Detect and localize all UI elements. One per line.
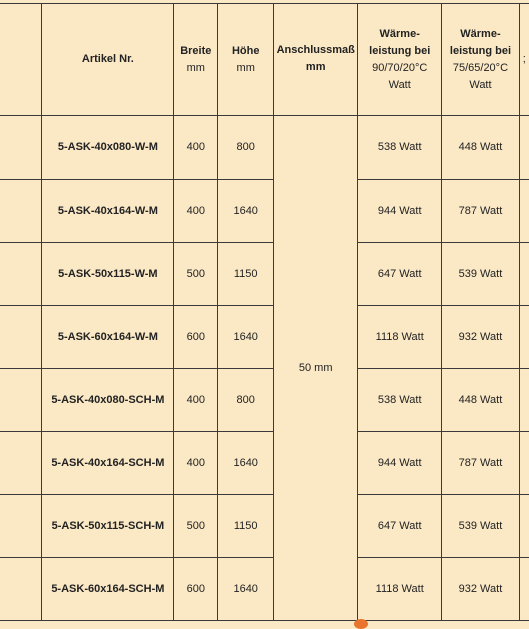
breite-cell: 600 [174, 306, 218, 369]
table-row [0, 306, 529, 369]
header-w1-unit: Watt [388, 78, 411, 91]
artikel-cell: 5-ASK-40x080-SCH-M [42, 369, 174, 432]
anschluss-cell: 50 mm [274, 116, 358, 621]
header-breite-unit: mm [186, 61, 205, 74]
breite-cell: 400 [174, 180, 218, 243]
waermeleistung-90-cell: 538 Watt [358, 116, 442, 180]
waermeleistung-90-cell: 944 Watt [358, 432, 442, 495]
blank-cell [0, 116, 42, 180]
header-row [0, 4, 529, 116]
breite-cell: 600 [174, 558, 218, 621]
waermeleistung-90-cell: 647 Watt [358, 243, 442, 306]
waermeleistung-90-cell: 944 Watt [358, 180, 442, 243]
blank-header-cell [0, 4, 42, 116]
header-w1-line3: 90/70/20°C [372, 61, 428, 74]
overflow-cell [519, 306, 529, 369]
header-artikel: Artikel Nr. [42, 4, 174, 116]
hoehe-cell: 1150 [218, 495, 274, 558]
overflow-cell [519, 180, 529, 243]
header-breite [174, 4, 218, 116]
waermeleistung-75-cell: 932 Watt [442, 558, 519, 621]
header-w2-line3: 75/65/20°C [452, 61, 509, 74]
breite-cell: 400 [174, 369, 218, 432]
waermeleistung-75-cell: 787 Watt [442, 432, 519, 495]
blank-cell [0, 243, 42, 306]
header-w1-line2: leistung bei [369, 44, 431, 57]
header-w2-line1: Wärme- [460, 27, 501, 40]
overflow-cell [519, 495, 529, 558]
blank-cell [0, 369, 42, 432]
header-overflow-cell [519, 4, 529, 116]
table-row [0, 369, 529, 432]
hoehe-cell: 800 [218, 116, 274, 180]
hoehe-cell: 1150 [218, 243, 274, 306]
product-table [0, 3, 529, 621]
artikel-cell: 5-ASK-60x164-SCH-M [42, 558, 174, 621]
artikel-cell: 5-ASK-40x080-W-M [42, 116, 174, 180]
waermeleistung-90-cell: 538 Watt [358, 369, 442, 432]
artikel-cell: 5-ASK-60x164-W-M [42, 306, 174, 369]
waermeleistung-75-cell: 932 Watt [442, 306, 519, 369]
table-row [0, 432, 529, 495]
table-row [0, 116, 529, 180]
overflow-cell [519, 369, 529, 432]
waermeleistung-90-cell: 1118 Watt [358, 558, 442, 621]
breite-cell: 400 [174, 432, 218, 495]
header-w1-line1: Wärme- [379, 27, 420, 40]
header-w2-unit: Watt [469, 78, 492, 91]
blank-cell [0, 432, 42, 495]
breite-cell: 500 [174, 495, 218, 558]
header-breite-label: Breite [180, 44, 212, 57]
header-hoehe [218, 4, 274, 116]
artikel-cell: 5-ASK-40x164-W-M [42, 180, 174, 243]
hoehe-cell: 1640 [218, 180, 274, 243]
overflow-cell [519, 243, 529, 306]
blank-cell [0, 558, 42, 621]
hoehe-cell: 800 [218, 369, 274, 432]
artikel-cell: 5-ASK-50x115-SCH-M [42, 495, 174, 558]
blank-cell [0, 306, 42, 369]
overflow-cell [519, 432, 529, 495]
table-row [0, 495, 529, 558]
blank-cell [0, 180, 42, 243]
breite-cell: 500 [174, 243, 218, 306]
header-hoehe-label: Höhe [231, 44, 260, 57]
waermeleistung-75-cell: 539 Watt [442, 243, 519, 306]
overflow-cell [519, 116, 529, 180]
header-waermeleistung-90 [358, 4, 442, 116]
table-row [0, 243, 529, 306]
waermeleistung-75-cell: 448 Watt [442, 116, 519, 180]
artikel-cell: 5-ASK-40x164-SCH-M [42, 432, 174, 495]
waermeleistung-75-cell: 448 Watt [442, 369, 519, 432]
blank-cell [0, 495, 42, 558]
hoehe-cell: 1640 [218, 432, 274, 495]
orange-marker [354, 619, 368, 629]
hoehe-cell: 1640 [218, 558, 274, 621]
header-anschluss-unit: mm [305, 61, 326, 73]
header-waermeleistung-75 [442, 4, 519, 116]
waermeleistung-75-cell: 787 Watt [442, 180, 519, 243]
header-hoehe-unit: mm [236, 61, 255, 74]
header-anschluss [274, 4, 358, 116]
table-row [0, 558, 529, 621]
artikel-cell: 5-ASK-50x115-W-M [42, 243, 174, 306]
hoehe-cell: 1640 [218, 306, 274, 369]
header-anschluss-label: Anschlussmaß [276, 44, 355, 56]
breite-cell: 400 [174, 116, 218, 180]
waermeleistung-75-cell: 539 Watt [442, 495, 519, 558]
header-w2-line2: leistung bei [449, 44, 512, 57]
overflow-cell [519, 558, 529, 621]
waermeleistung-90-cell: 1118 Watt [358, 306, 442, 369]
table-row [0, 180, 529, 243]
waermeleistung-90-cell: 647 Watt [358, 495, 442, 558]
header-overflow-char: ; [522, 53, 526, 65]
